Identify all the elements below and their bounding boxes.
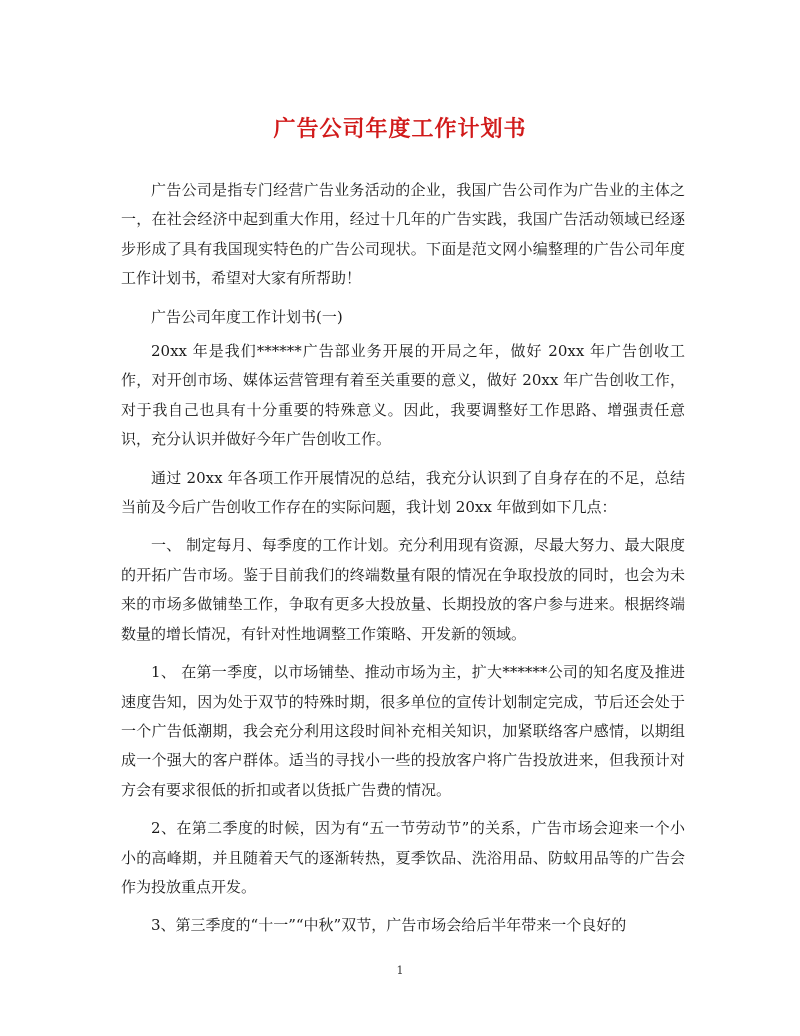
section-heading: 广告公司年度工作计划书(一) bbox=[151, 307, 343, 326]
body-paragraph: 3、第三季度的“十一”“中秋”双节，广告市场会给后半年带来一个良好的 bbox=[151, 916, 627, 935]
intro-paragraph: 广告公司是指专门经营广告业务活动的企业，我国广告公司作为广告业的主体之一，在社会经济中起到重大作用，经过十几年的广告实践，我国广告活动领域已经逐步形成了具有我国现实特色的广告公司现状。下面是范文网小编整理的广告公司年度工作计划书，希望对大家有所帮助！ bbox=[121, 181, 685, 288]
document-body bbox=[121, 176, 685, 950]
body-paragraph: 通过 20xx 年各项工作开展情况的总结，我充分认识到了自身存在的不足，总结当前及今后广告创收工作存在的实际问题，我计划 20xx 年做到如下几点： bbox=[121, 468, 685, 517]
body-paragraph: 2、在第二季度的时候，因为有“五一节劳动节”的关系，广告市场会迎来一个小小的高峰期，并且随着天气的逐渐转热，夏季饮品、洗浴用品、防蚊用品等的广告会作为投放重点开发。 bbox=[121, 819, 685, 896]
document-title: 广告公司年度工作计划书 bbox=[273, 116, 527, 142]
body-paragraph: 一、 制定每月、每季度的工作计划。充分利用现有资源，尽最大努力、最大限度的开拓广告市场。鉴于目前我们的终端数量有限的情况在争取投放的同时，也会为未来的市场多做铺垫工作，争取有更多大投放量、长期投放的客户参与进来。根据终端数量的增长情况，有针对性地调整工作策略、开发新的领域。 bbox=[121, 536, 685, 643]
body-paragraph: 20xx 年是我们******广告部业务开展的开局之年，做好 20xx 年广告创收工作，对开创市场、媒体运营管理有着至关重要的意义，做好 20xx 年广告创收工作，对于我自己也具有十分重要的特殊意义。因此，我要调整好工作思路、增强责任意识，充分认识并做好今年广告创收工作。 bbox=[121, 342, 685, 449]
page-number: 1 bbox=[396, 964, 404, 977]
body-paragraph: 1、 在第一季度，以市场铺垫、推动市场为主，扩大******公司的知名度及推进速度告知，因为处于双节的特殊时期，很多单位的宣传计划制定完成，节后还会处于一个广告低潮期，我会充分利用这段时间补充相关知识，加紧联络客户感情，以期组成一个强大的客户群体。适当的寻找小一些的投放客户将广告投放进来，但我预计对方会有要求很低的折扣或者以货抵广告费的情况。 bbox=[121, 663, 685, 799]
